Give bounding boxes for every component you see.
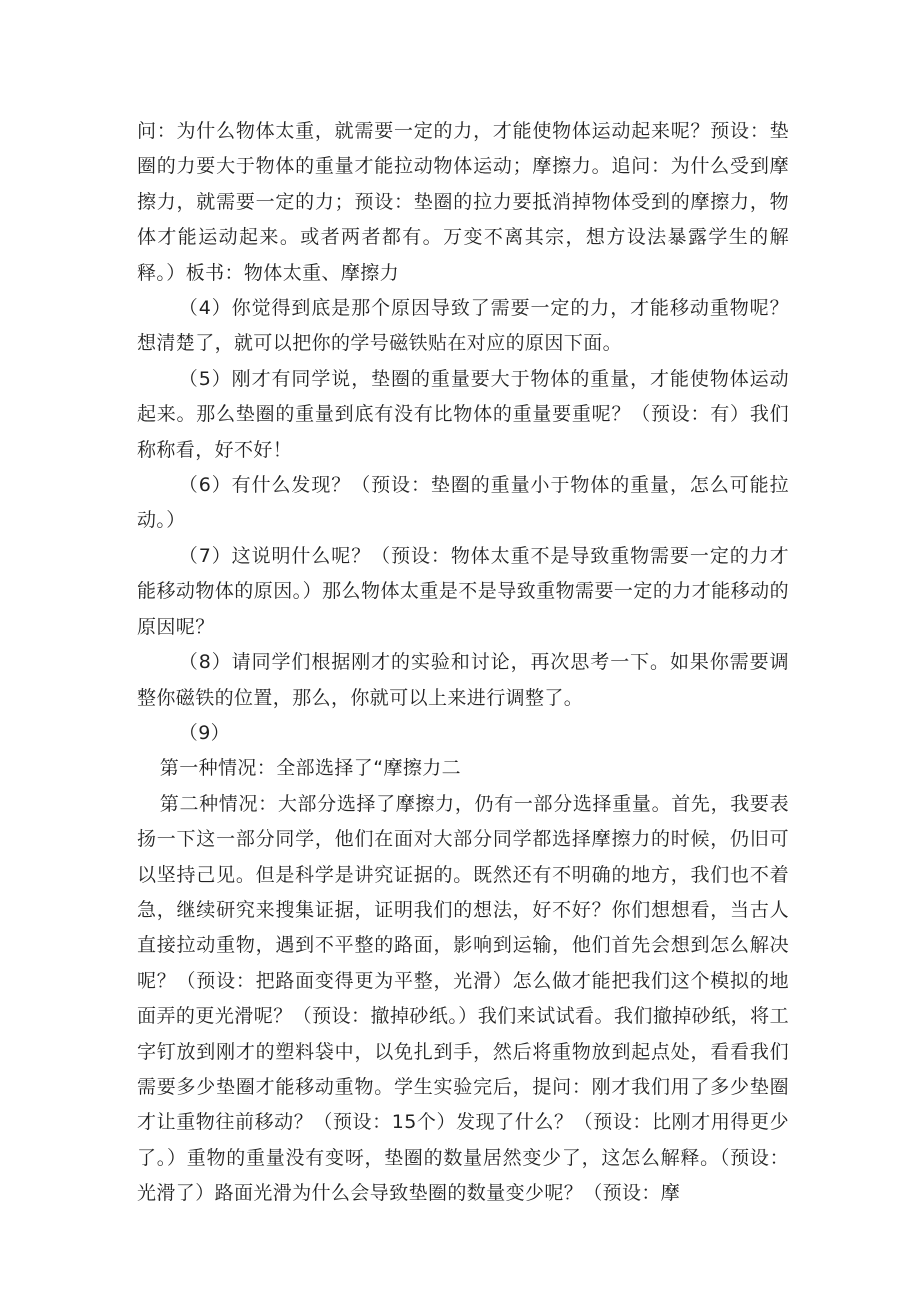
paragraph-step-5: （5）刚才有同学说，垫圈的重量要大于物体的重量，才能使物体运动起来。那么垫圈的重量到底有没有比物体的重量要重呢？（预设：有）我们称称看，好不好！ [137, 367, 789, 461]
paragraph-case-1: 第一种情况：全部选择了“摩擦力二 [159, 757, 462, 780]
paragraph-step-8: （8）请同学们根据刚才的实验和讨论，再次思考一下。如果你需要调整你磁铁的位置，那么，你就可以上来进行调整了。 [137, 651, 789, 709]
paragraph-step-9: （9） [178, 721, 231, 744]
document-body [137, 114, 789, 1212]
paragraph-question: 问：为什么物体太重，就需要一定的力，才能使物体运动起来呢？预设：垫圈的力要大于物体的重量才能拉动物体运动；摩擦力。追问：为什么受到摩擦力，就需要一定的力；预设：垫圈的拉力要抵消掉物体受到的摩擦力，物体才能运动起来。或者两者都有。万变不离其宗，想方设法暴露学生的解释。）板书：物体太重、摩擦力 [137, 120, 789, 284]
paragraph-case-2: 第二种情况：大部分选择了摩擦力，仍有一部分选择重量。首先，我要表扬一下这一部分同学，他们在面对大部分同学都选择摩擦力的时候，仍旧可以坚持己见。但是科学是讲究证据的。既然还有不明确的地方，我们也不着急，继续研究来搜集证据，证明我们的想法，好不好？你们想想看，当古人直接拉动重物，遇到不平整的路面，影响到运输，他们首先会想到怎么解决呢？（预设：把路面变得更为平整，光滑）怎么做才能把我们这个模拟的地面弄的更光滑呢？（预设：撤掉砂纸。）我们来试试看。我们撤掉砂纸，将工字钉放到刚才的塑料袋中，以免扎到手，然后将重物放到起点处，看看我们需要多少垫圈才能移动重物。学生实验完后，提问：刚才我们用了多少垫圈才让重物往前移动？（预设：15个）发现了什么？（预设：比刚才用得更少了。）重物的重量没有变呀，垫圈的数量居然变少了，这怎么解释。（预设：光滑了）路面光滑为什么会导致垫圈的数量变少呢？（预设：摩 [137, 792, 789, 1205]
paragraph-step-6: （6）有什么发现？（预设：垫圈的重量小于物体的重量，怎么可能拉动。） [137, 474, 789, 532]
paragraph-step-7: （7）这说明什么呢？（预设：物体太重不是导致重物需要一定的力才能移动物体的原因。）那么物体太重是不是导致重物需要一定的力才能移动的原因呢？ [137, 544, 789, 638]
paragraph-step-4: （4）你觉得到底是那个原因导致了需要一定的力，才能移动重物呢？想清楚了，就可以把你的学号磁铁贴在对应的原因下面。 [137, 297, 789, 355]
